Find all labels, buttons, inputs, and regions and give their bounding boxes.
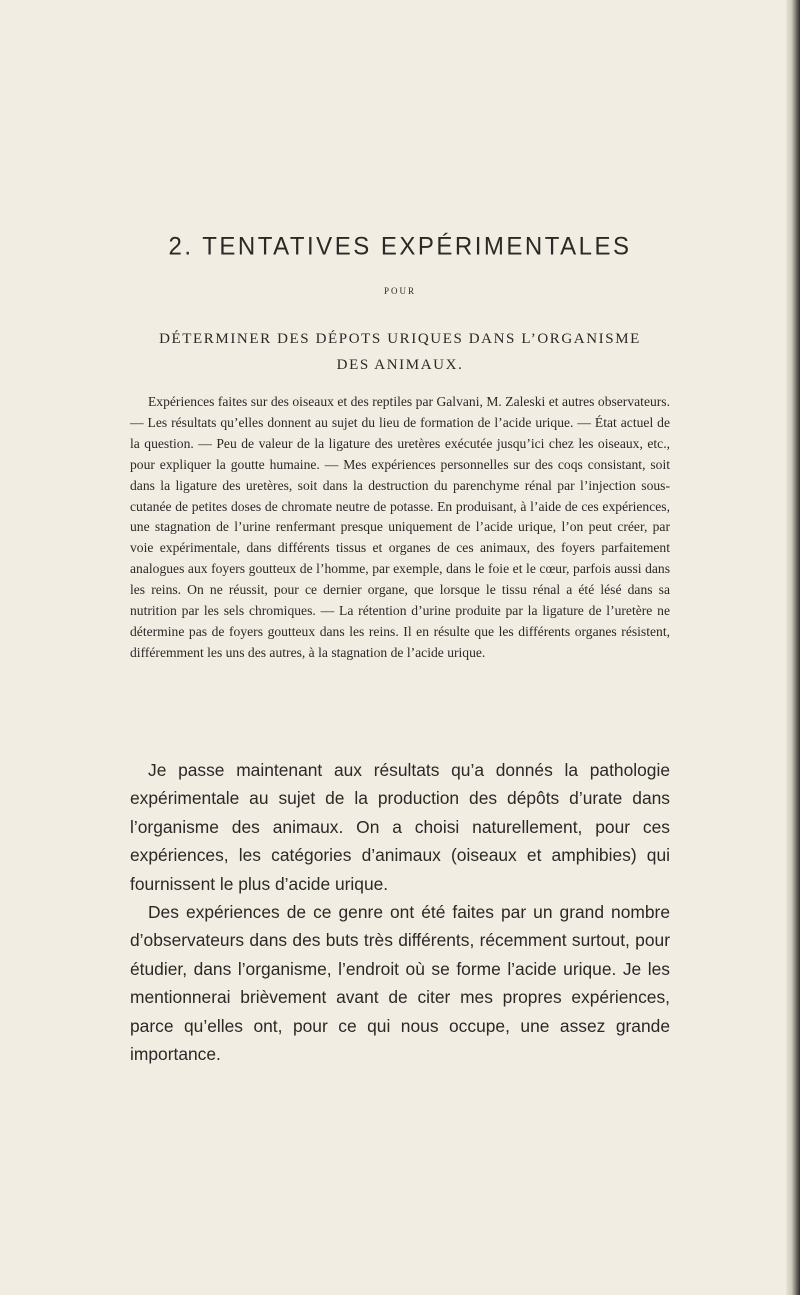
subtitle-line-1: DÉTERMINER DES DÉPOTS URIQUES DANS L’ORGANISME xyxy=(159,331,641,347)
chapter-summary: Expériences faites sur des oiseaux et des reptiles par Galvani, M. Zaleski et autres observateurs. — Les résultats qu’elles donnent au sujet du lieu de formation de l’acide urique. — État actuel de la question. — Peu de valeur de la ligature des uretères exécutée jusqu’ici chez les oiseaux, etc., pour expliquer la goutte humaine. — Mes expériences personnelles sur des coqs consistant, soit dans la ligature des uretères, soit dans la destruction du parenchyme rénal par l’injection sous-cutanée de petites doses de chromate neutre de potasse. En produisant, à l’aide de ces expériences, une stagnation de l’urine renfermant presque uniquement de l’acide urique, l’on peut créer, par voie expérimentale, dans différents tissus et organes de ces animaux, des foyers parfaitement analogues aux foyers goutteux de l’homme, par exemple, dans le foie et le cœur, parfois aussi dans les reins. On ne réussit, pour ce dernier organe, que lorsque le tissu rénal a été lésé dans sa nutrition par les sels chromiques. — La rétention d’urine produite par la ligature de l’uretère ne détermine pas de foyers goutteux dans les reins. Il en résulte que les différents organes résistent, différemment les uns des autres, à la stagnation de l’acide urique. xyxy=(130,394,670,660)
body-text xyxy=(130,756,670,1068)
paragraph-2: Des expériences de ce genre ont été faites par un grand nombre d’observateurs dans des buts très différents, récemment surtout, pour étudier, dans l’organisme, l’endroit où se forme l’acide urique. Je les mentionnerai brièvement avant de citer mes propres expériences, parce qu’elles ont, pour ce qui nous occupe, une assez grande importance. xyxy=(130,902,670,1065)
page-edge-shadow xyxy=(786,0,800,1295)
paragraph-1: Je passe maintenant aux résultats qu’a donnés la pathologie expérimentale au sujet de la production des dépôts d’urate dans l’organisme des animaux. On a choisi naturellement, pour ces expériences, les catégories d’animaux (oiseaux et amphibies) qui fournissent le plus d’acide urique. xyxy=(130,760,670,894)
subtitle-line-2: DES ANIMAUX. xyxy=(336,357,464,373)
chapter-title: 2. TENTATIVES EXPÉRIMENTALES xyxy=(168,232,632,261)
title-connector: POUR xyxy=(383,286,416,296)
chapter-subtitle xyxy=(0,326,800,378)
